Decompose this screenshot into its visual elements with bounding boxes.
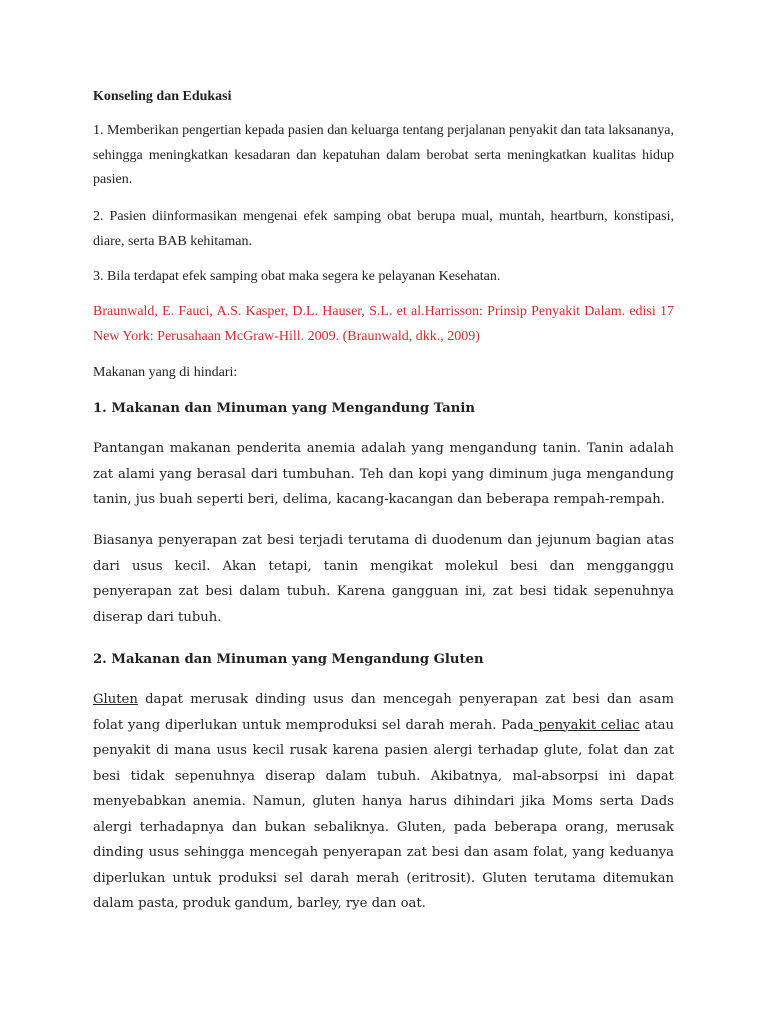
avoid-foods-intro: Makanan yang di hindari:	[93, 365, 238, 380]
section-title: Konseling dan Edukasi	[93, 89, 232, 104]
list-item-3: 3. Bila terdapat efek samping obat maka segera ke pelayanan Kesehatan.	[93, 269, 501, 284]
celiac-link[interactable]: penyakit celiac	[533, 717, 640, 733]
reference-citation: Braunwald, E. Fauci, A.S. Kasper, D.L. Hauser, S.L. et al.Harrisson: Prinsip Penyakit Dalam. edisi 17 New York: Perusahaan McGraw-Hill. 2009. (Braunwald, dkk., 2009)	[93, 304, 674, 344]
gluten-text-a: dapat merusak dinding usus dan mencegah penyerapan zat besi dan asam folat yang diperlukan untuk memproduksi sel darah merah. Pada	[93, 692, 674, 733]
list-item-1: 1. Memberikan pengertian kepada pasien dan keluarga tentang perjalanan penyakit dan tata laksananya, sehingga meningkatkan kesadaran dan kepatuhan dalam berobat serta meningkatkan kualitas hidup pasien.	[93, 123, 674, 187]
list-item-2: 2. Pasien diinformasikan mengenai efek samping obat berupa mual, muntah, heartburn, konstipasi, diare, serta BAB kehitaman.	[93, 209, 674, 249]
gluten-paragraph	[93, 687, 674, 917]
gluten-link[interactable]: Gluten	[93, 692, 138, 707]
gluten-text-b: atau penyakit di mana usus kecil rusak karena pasien alergi terhadap glute, folat dan zat besi tidak sepenuhnya diserap dalam tubuh. Akibatnya, mal-absorpsi ini dapat menyebabkan anemia. Namun, gluten hanya harus dihindari jika Moms serta Dads alergi terhadapnya dan bukan sebaliknya. Gluten, pada beberapa orang, merusak dinding usus sehingga mencegah penyerapan zat besi dan asam folat, yang keduanya diperlukan untuk produksi sel darah merah (eritrosit). Gluten terutama ditemukan dalam pasta, produk gandum, barley, rye dan oat.	[93, 717, 674, 911]
tannin-paragraph-2: Biasanya penyerapan zat besi terjadi terutama di duodenum dan jejunum bagian atas dari usus kecil. Akan tetapi, tanin mengikat molekul besi dan mengganggu penyerapan zat besi dalam tubuh. Karena gangguan ini, zat besi tidak sepenuhnya diserap dari tubuh.	[93, 533, 674, 625]
tannin-heading: 1. Makanan dan Minuman yang Mengandung Tanin	[93, 401, 475, 416]
gluten-heading: 2. Makanan dan Minuman yang Mengandung Gluten	[93, 652, 484, 667]
tannin-paragraph-1: Pantangan makanan penderita anemia adalah yang mengandung tanin. Tanin adalah zat alami yang berasal dari tumbuhan. Teh dan kopi yang diminum juga mengandung tanin, jus buah seperti beri, delima, kacang-kacangan dan beberapa rempah-rempah.	[93, 441, 674, 507]
